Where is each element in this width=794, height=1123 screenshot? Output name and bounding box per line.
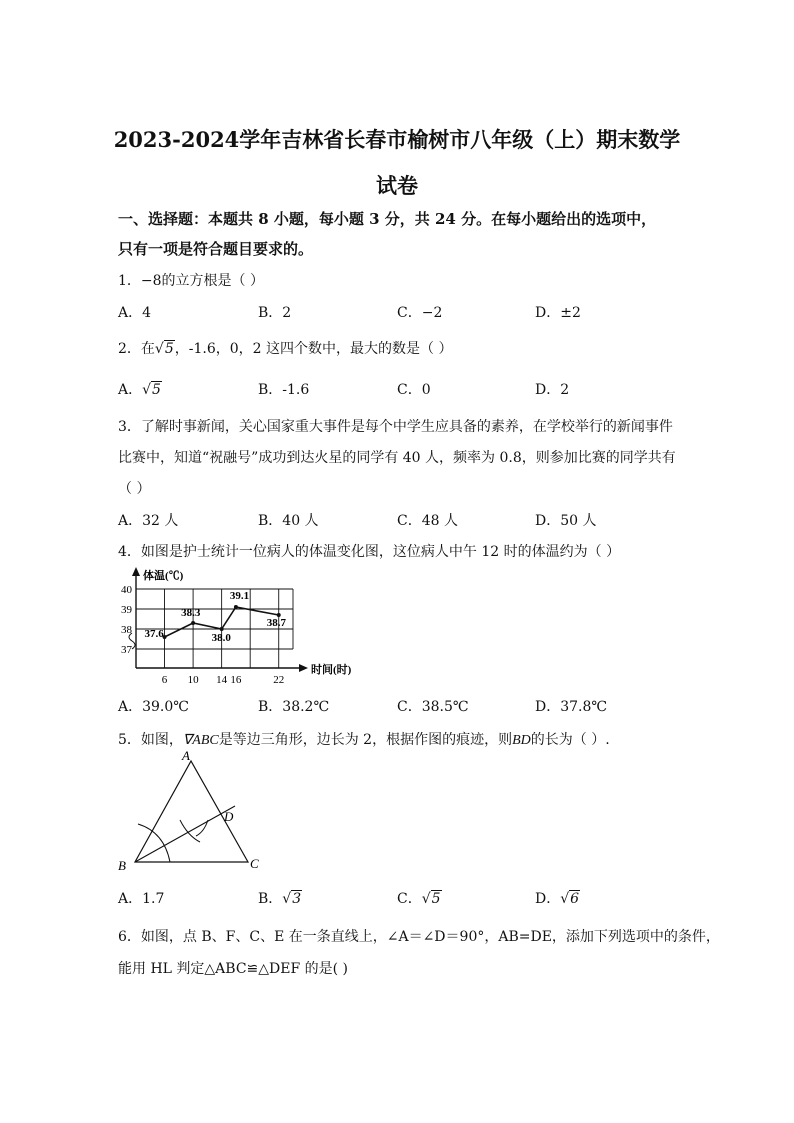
q3-option-d: D．50 人	[535, 513, 597, 529]
y-tick-label: 37	[121, 644, 132, 656]
y-tick-label: 40	[121, 584, 132, 596]
equilateral-triangle-figure	[112, 748, 272, 874]
q5-option-d	[535, 888, 580, 908]
q5-option-d-prefix: D．	[535, 891, 561, 907]
q5-stem	[118, 729, 610, 749]
vertex-c-label: C	[250, 856, 259, 871]
sqrt-symbol: √6	[560, 891, 580, 907]
q4-stem: 4．如图是护士统计一位病人的体温变化图，这位病人中午 12 时的体温约为（ ）	[118, 544, 621, 560]
q1-stem: 1．−8的立方根是（ ）	[118, 273, 264, 289]
q2-stem-prefix: 2．在	[118, 341, 155, 357]
q3-stem-line3: （ ）	[118, 481, 151, 497]
q2-stem-suffix: ，-1.6，0，2 这四个数中，最大的数是（ ）	[174, 341, 453, 357]
q5-option-c-prefix: C．	[397, 891, 422, 907]
data-point	[191, 621, 195, 625]
q5-stem-prefix: 5．如图，	[118, 732, 183, 748]
temperature-chart	[118, 565, 368, 690]
vertex-b-label: B	[118, 858, 126, 873]
data-point	[220, 627, 224, 631]
q1-option-b: B．2	[258, 305, 292, 321]
q2-option-a-prefix: A．	[118, 382, 143, 398]
q1-option-c: C．−2	[397, 305, 443, 321]
q2-option-a	[118, 379, 162, 399]
data-label: 38.7	[266, 617, 286, 629]
q4-option-b: B．38.2℃	[258, 699, 330, 715]
q2-option-b: B．-1.6	[258, 382, 310, 398]
x-tick-label: 14	[216, 674, 228, 686]
q3-option-b: B．40 人	[258, 513, 319, 529]
data-label: 37.6	[144, 628, 164, 640]
paper-title-line2: 试卷	[376, 173, 418, 198]
y-axis-arrow	[132, 567, 140, 576]
y-tick-label: 38	[121, 624, 132, 636]
q2-option-d: D．2	[535, 382, 570, 398]
data-label: 38.3	[181, 607, 201, 619]
q4-option-a: A．39.0℃	[118, 699, 189, 715]
q4-option-d: D．37.8℃	[535, 699, 608, 715]
x-axis-arrow	[299, 664, 308, 672]
q1-option-a: A．4	[118, 305, 152, 321]
q5-option-a: A．1.7	[118, 891, 165, 907]
data-label: 39.1	[229, 590, 250, 602]
q5-stem-bd: BD	[512, 733, 531, 748]
q2-stem-radicand: 5	[164, 341, 174, 357]
q3-option-c: C．48 人	[397, 513, 458, 529]
q5-option-d-radicand: 6	[570, 891, 580, 907]
q5-option-b-prefix: B．	[258, 891, 283, 907]
section1-instruction-line1: 一、选择题：本题共 8 小题，每小题 3 分，共 24 分。在每小题给出的选项中，	[118, 210, 657, 228]
x-tick-label: 6	[161, 674, 168, 686]
sqrt-symbol: √5	[421, 891, 441, 907]
paper-title-line1: 2023-2024学年吉林省长春市榆树市八年级（上）期末数学	[113, 127, 681, 152]
q5-stem-suffix: 的长为（ ）.	[530, 732, 610, 748]
q3-option-a: A．32 人	[118, 513, 179, 529]
data-point	[234, 605, 238, 609]
q5-option-b-radicand: 3	[292, 891, 302, 907]
q5-option-c-radicand: 5	[431, 891, 441, 907]
q5-stem-mid: 是等边三角形，边长为 2，根据作图的痕迹，则	[218, 732, 513, 748]
q2-option-a-radicand: 5	[152, 382, 161, 398]
y-tick-label: 39	[121, 604, 132, 616]
x-tick-label: 22	[273, 674, 285, 686]
q5-option-b	[258, 888, 302, 908]
q5-stem-triangle: ∇ABC	[182, 733, 219, 748]
sqrt-symbol: √3	[282, 891, 302, 907]
x-tick-label: 16	[230, 674, 242, 686]
q4-option-c: C．38.5℃	[397, 699, 469, 715]
data-label: 38.0	[211, 632, 231, 644]
y-axis-label: 体温(℃)	[143, 570, 184, 582]
q3-stem-line1: 3．了解时事新闻，关心国家重大事件是每个中学生应具备的素养，在学校举行的新闻事件	[118, 419, 673, 435]
q5-option-c	[397, 888, 442, 908]
q6-stem-line2: 能用 HL 判定△ABC≌△DEF 的是( )	[118, 961, 349, 977]
section1-instruction-line2: 只有一项是符合题目要求的。	[118, 240, 314, 258]
construction-arc-base	[138, 824, 170, 862]
q3-stem-line2: 比赛中，知道“祝融号”成功到达火星的同学有 40 人，频率为 0.8，则参加比赛的同学共有	[118, 450, 676, 466]
x-axis-label: 时间(时)	[311, 664, 352, 676]
vertex-a-label: A	[182, 748, 190, 763]
x-tick-label: 10	[187, 674, 199, 686]
q6-stem-line1: 6．如图，点 B、F、C、E 在一条直线上，∠A＝∠D＝90°，AB=DE，添加下列选项中的条件，	[118, 929, 720, 945]
sqrt-symbol: √5	[154, 341, 174, 357]
point-d-label: D	[224, 809, 234, 824]
q1-option-d: D．±2	[535, 305, 581, 321]
sqrt-symbol: √5	[142, 382, 161, 398]
q2-option-c: C．0	[397, 382, 431, 398]
q2-stem	[118, 338, 452, 358]
